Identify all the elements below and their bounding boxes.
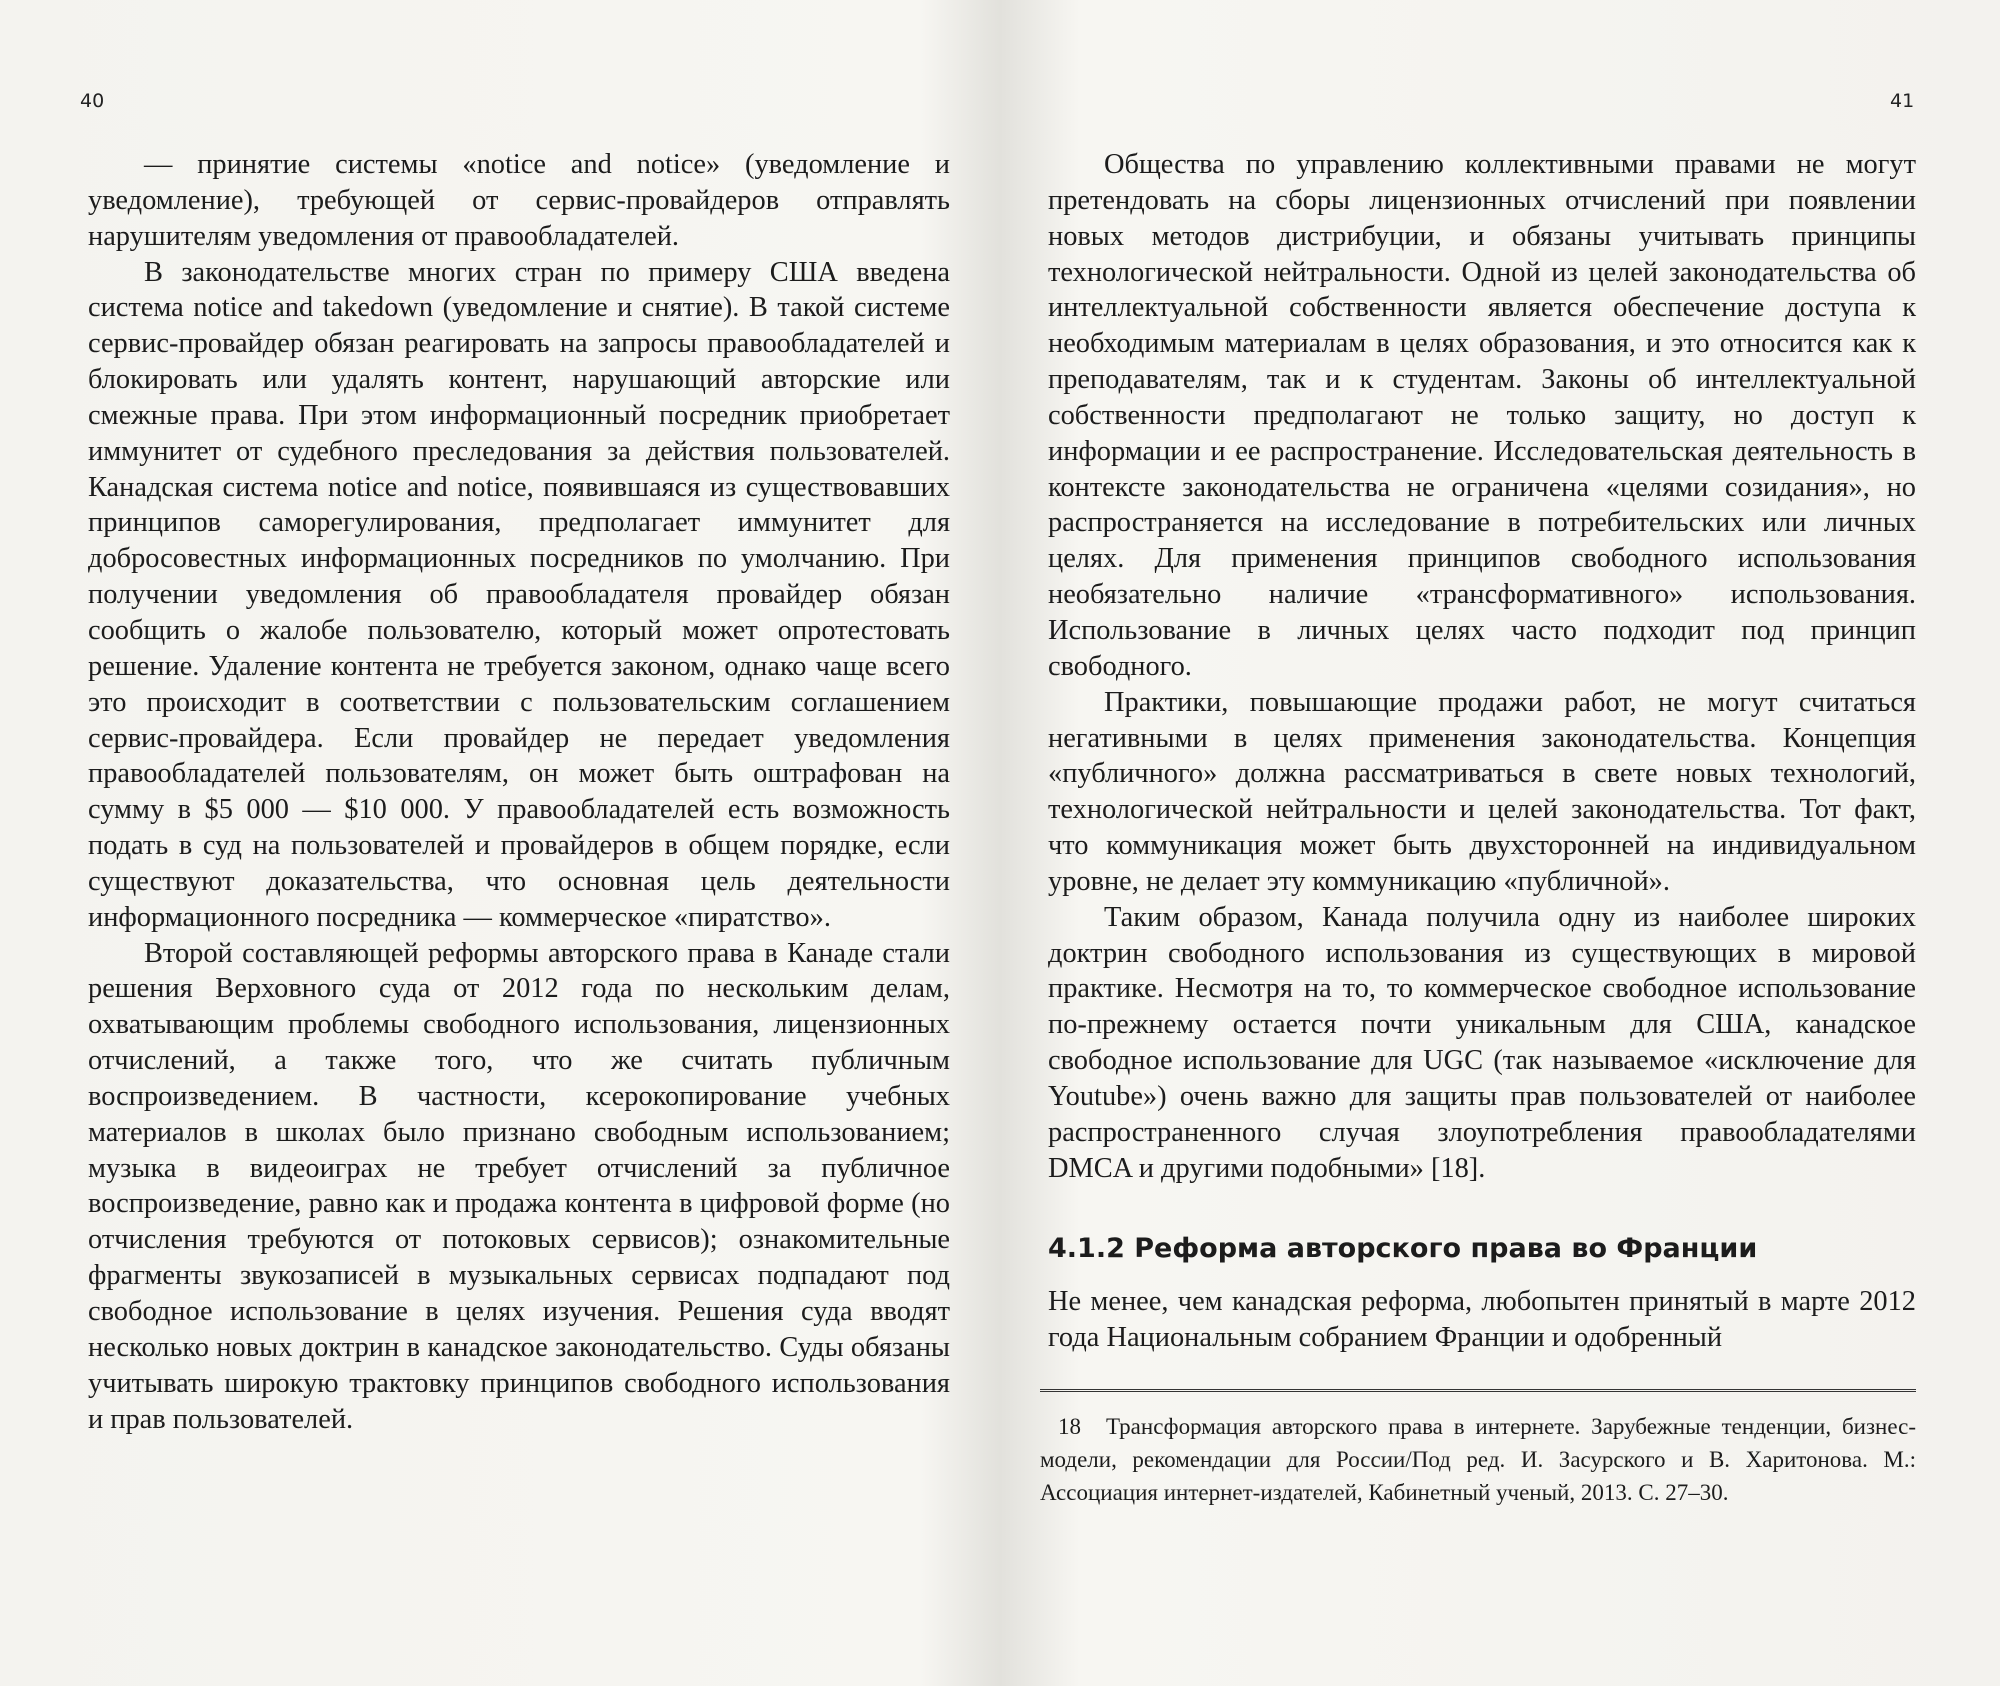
paragraph: Второй составляющей реформы авторского права в Канаде стали решения Верховного суда от 2012 года по нескольким делам, охватывающим проблемы свободного использования, лицензионных отчислений, а также того, что же считать публичным воспроизведением. В частности, ксерокопирование учебных материалов в школах было признано свободным использованием; музыка в видеоиграх не требует отчислений за публичное воспроизведение, равно как и продажа контента в цифровой форме (но отчисления требуются от потоковых сервисов); ознакомительные фрагменты звукозаписей в музыкальных сервисах подпадают под свободное использование в целях изучения. Решения суда вводят несколько новых доктрин в канадское законодательство. Суды обязаны учитывать широкую трактовку принципов свободного использования и прав пользователей.	[88, 937, 950, 1435]
paragraph: — принятие системы «notice and notice» (уведомление и уведомление), требующей от сервис-провайдеров отправлять нарушителям уведомления от правообладателей.	[88, 149, 950, 252]
page-number-left: 40	[80, 90, 105, 112]
footnote-divider	[1040, 1389, 1916, 1392]
right-page	[1000, 0, 2000, 1686]
footnote	[1040, 1410, 1916, 1509]
footnote-number: 18	[1058, 1414, 1081, 1439]
paragraph: В законодательстве многих стран по примеру США введена система notice and takedown (уведомление и снятие). В такой системе сервис-провайдер обязан реагировать на запросы правообладателей и блокировать или удалять контент, нарушающий авторские или смежные права. При этом информационный посредник приобретает иммунитет от судебного преследования за действия пользователей. Канадская система notice and notice, появившаяся из существовавших принципов саморегулирования, предполагает иммунитет для добросовестных информационных посредников по умолчанию. При получении уведомления об правообладателя провайдер обязан сообщить о жалобе пользователю, который может опротестовать решение. Удаление контента не требуется законом, однако чаще всего это происходит в соответствии с пользовательским соглашением сервис-провайдера. Если провайдер не передает уведомления правообладателей пользователям, он может быть оштрафован на сумму в $5 000 — $10 000. У правообладателей есть возможность подать в суд на пользователей и провайдеров в общем порядке, если существуют доказательства, что основная цель деятельности информационного посредника — коммерческое «пиратство».	[88, 256, 950, 933]
section-heading: 4.1.2 Реформа авторского права во Франции	[1048, 1233, 1758, 1265]
paragraph: Общества по управлению коллективными правами не могут претендовать на сборы лицензионных отчислений при появлении новых методов дистрибуции, и обязаны учитывать принципы технологической нейтральности. Одной из целей законодательства об интеллектуальной собственности является обеспечение доступа к необходимым материалам в целях образования, и это относится как к преподавателям, так и к студентам. Законы об интеллектуальной собственности предполагают не только защиту, но доступ к информации и ее распространение. Исследовательская деятельность в контексте законодательства не ограничена «целями созидания», но распространяется на исследование в потребительских или личных целях. Для применения принципов свободного использования необязательно наличие «трансформативного» использования. Использование в личных целях часто подходит под принцип свободного.	[1048, 149, 1916, 682]
paragraph: Таким образом, Канада получила одну из наиболее широких доктрин свободного использования из существующих в мировой практике. Несмотря на то, то коммерческое свободное использование по-прежнему остается почти уникальным для США, канадское свободное использование для UGC (так называемое «исключение для Youtube») очень важно для защиты прав пользователей от наиболее распространенного случая злоупотребления правообладателями DMCA и другими подобными» [18].	[1048, 901, 1916, 1184]
paragraph: Не менее, чем канадская реформа, любопытен принятый в марте 2012 года Национальным собранием Франции и одобренный	[1048, 1286, 1916, 1354]
paragraph: Практики, повышающие продажи работ, не могут считаться негативными в целях применения законодательства. Концепция «публичного» должна рассматриваться в свете новых технологий, технологической нейтральности и целей законодательства. Тот факт, что коммуникация может быть двухсторонней на индивидуальном уровне, не делает эту коммуникацию «публичной».	[1048, 686, 1916, 897]
footnote-text: Трансформация авторского права в интернете. Зарубежные тенденции, бизнес-модели, рекомендации для России/Под ред. И. Засурского и В. Харитонова. М.: Ассоциация интернет-издателей, Кабинетный ученый, 2013. С. 27–30.	[1040, 1414, 1916, 1505]
right-page-text	[1048, 147, 1916, 1356]
page-number-right: 41	[1890, 90, 1915, 112]
left-page-text	[88, 147, 950, 1437]
